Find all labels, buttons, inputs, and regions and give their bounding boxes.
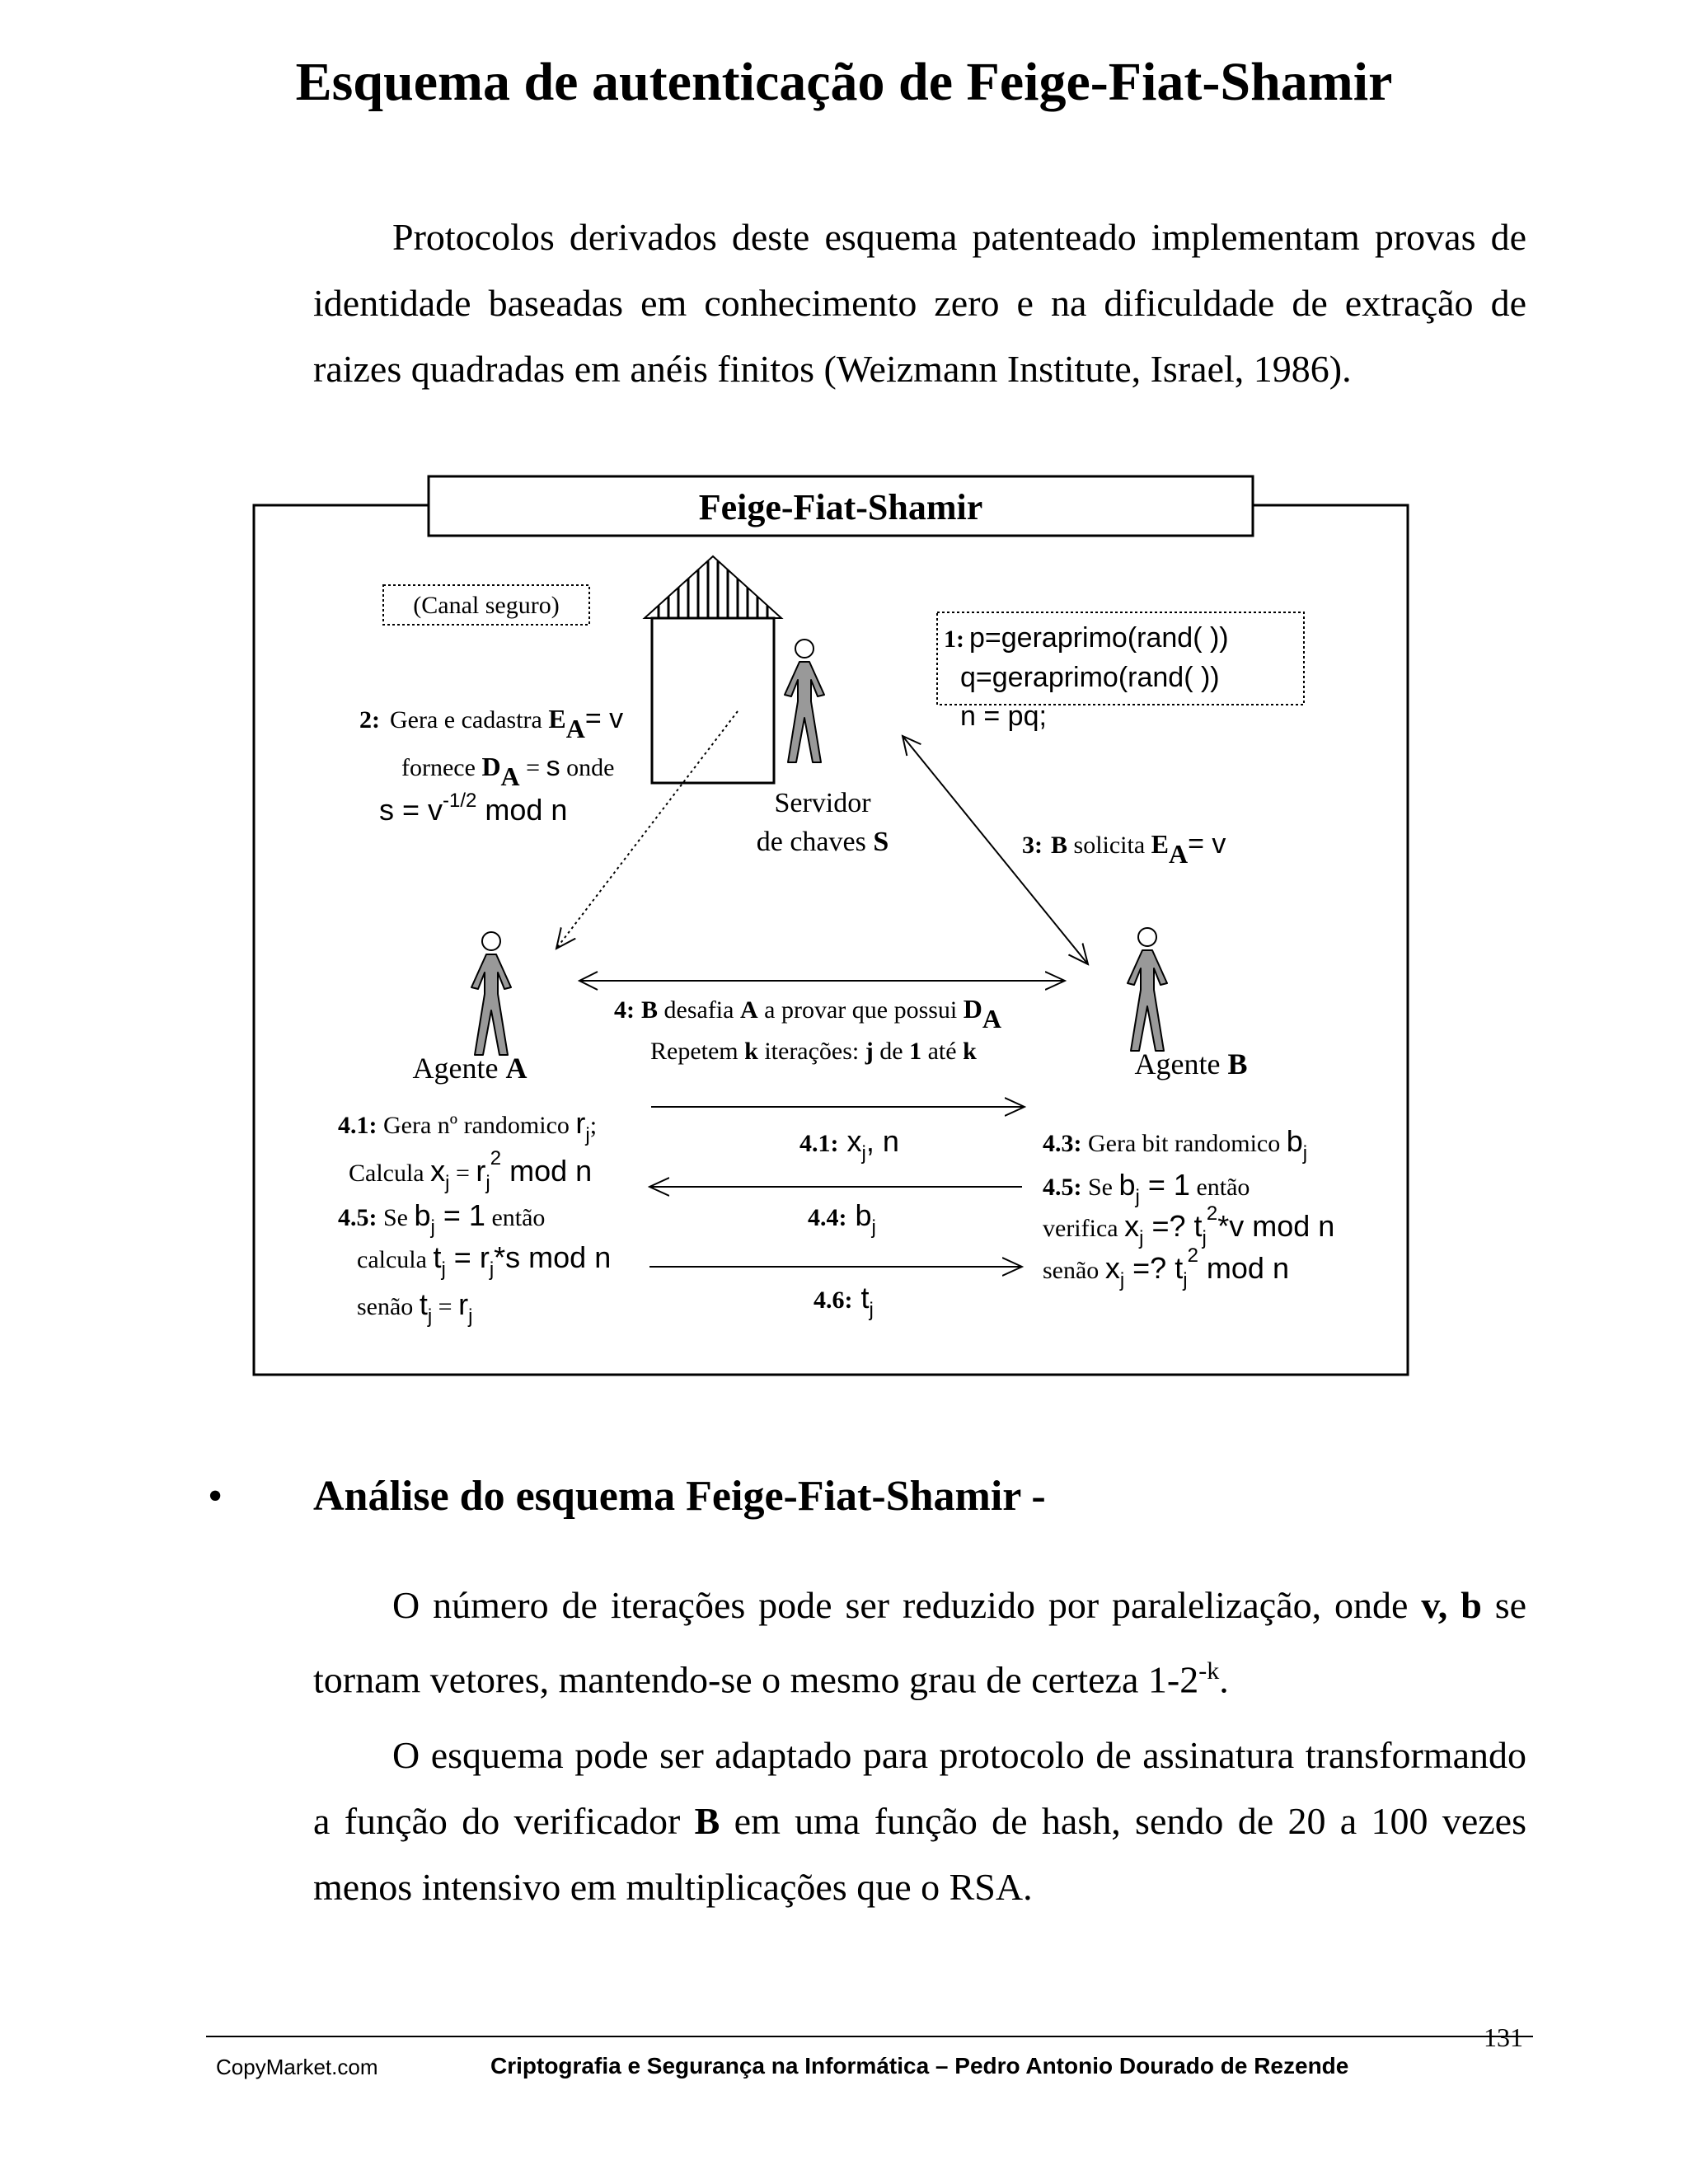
step1-line3: n = pq; bbox=[960, 701, 1047, 732]
diagram-frame bbox=[254, 505, 1408, 1375]
footer-divider bbox=[206, 2036, 1533, 2037]
footer-site: CopyMarket.com bbox=[216, 2055, 378, 2079]
agent-b-senao: senão $x_j$ =? $t_j^2$ mod n bbox=[1043, 1244, 1289, 1291]
arrow-msg-41-label: 4.1: $x_j$, n bbox=[799, 1124, 899, 1165]
step3-text: 3: B solicita EA= v bbox=[1022, 828, 1226, 869]
analysis-paragraph-2: O esquema pode ser adaptado para protocolo de assinatura transformando a função do verificador B em uma função de hash, sendo de 20 a 100 vezes menos intensivo em multiplicações que o RSA. bbox=[313, 1734, 1526, 1908]
agent-a-calc2: calcula $t_j = r_j*s$ mod n bbox=[357, 1240, 612, 1281]
arrow-msg-46-label: 4.6: $t_j$ bbox=[814, 1281, 874, 1321]
agent-b-step43: 4.3: Gera bit randomico $b_j$ bbox=[1043, 1124, 1308, 1165]
feige-fiat-shamir-diagram bbox=[251, 474, 1438, 1389]
agent-a-label: Agente A bbox=[412, 1052, 528, 1085]
server-label-line2: de chaves S bbox=[756, 827, 889, 857]
agent-b-verifica: verifica $x_j$ =? $t_j^2*v$ mod n bbox=[1043, 1202, 1335, 1249]
diagram-title: Feige-Fiat-Shamir bbox=[698, 487, 983, 527]
footer-book-title: Criptografia e Segurança na Informática – Pedro Antonio Dourado de Rezende bbox=[490, 2053, 1349, 2079]
step4-line2: Repetem k iterações: j de 1 até k bbox=[650, 1038, 977, 1065]
page-number: 131 bbox=[1484, 2022, 1523, 2052]
agent-a-step45: 4.5: Se $b_j = 1$ então bbox=[338, 1198, 546, 1239]
secure-channel-label: (Canal seguro) bbox=[413, 592, 560, 619]
analysis-heading: Análise do esquema Feige-Fiat-Shamir - bbox=[313, 1473, 1046, 1520]
page-title: Esquema de autenticação de Feige-Fiat-Shamir bbox=[295, 52, 1393, 112]
agent-b-label: Agente B bbox=[1134, 1047, 1248, 1080]
agent-a-calc: Calcula $x_j = r_j^2$ mod n bbox=[349, 1147, 593, 1194]
server-label-line1: Servidor bbox=[774, 788, 871, 818]
step2-line2: fornece DA = s onde bbox=[401, 751, 615, 791]
intro-paragraph bbox=[313, 204, 1526, 402]
analysis-paragraph-1: O número de iterações pode ser reduzido por paralelização, onde v, b se tornam vetores, mantendo-se o mesmo grau de certeza $1-2^{-k}$. bbox=[313, 1584, 1527, 1701]
bullet-icon: • bbox=[208, 1473, 223, 1520]
agent-b-step45: 4.5: Se $b_j = 1$ então bbox=[1043, 1168, 1250, 1208]
step4-line1: 4: B desafia A a provar que possui DA bbox=[614, 994, 1001, 1033]
intro-text: Protocolos derivados deste esquema patenteado implementam provas de identidade baseadas em conhecimento zero e na dificuldade de extração de raizes quadradas em anéis finitos (Weizmann Institute, Israel, 1986). bbox=[313, 216, 1526, 390]
agent-a-step41: 4.1: Gera nº randomico $r_j$; bbox=[338, 1106, 598, 1146]
agent-a-senao: senão $t_j = r_j$ bbox=[357, 1287, 473, 1328]
step2-line3: $s = v^{-1/2}$ mod n bbox=[379, 790, 568, 827]
step2-line1: 2: Gera e cadastra EA= v bbox=[359, 703, 624, 743]
step1-line1: 1: p=geraprimo(rand( )) bbox=[944, 622, 1229, 654]
arrow-msg-44-label: 4.4: $b_j$ bbox=[808, 1198, 876, 1239]
step1-line2: q=geraprimo(rand( )) bbox=[960, 662, 1220, 693]
